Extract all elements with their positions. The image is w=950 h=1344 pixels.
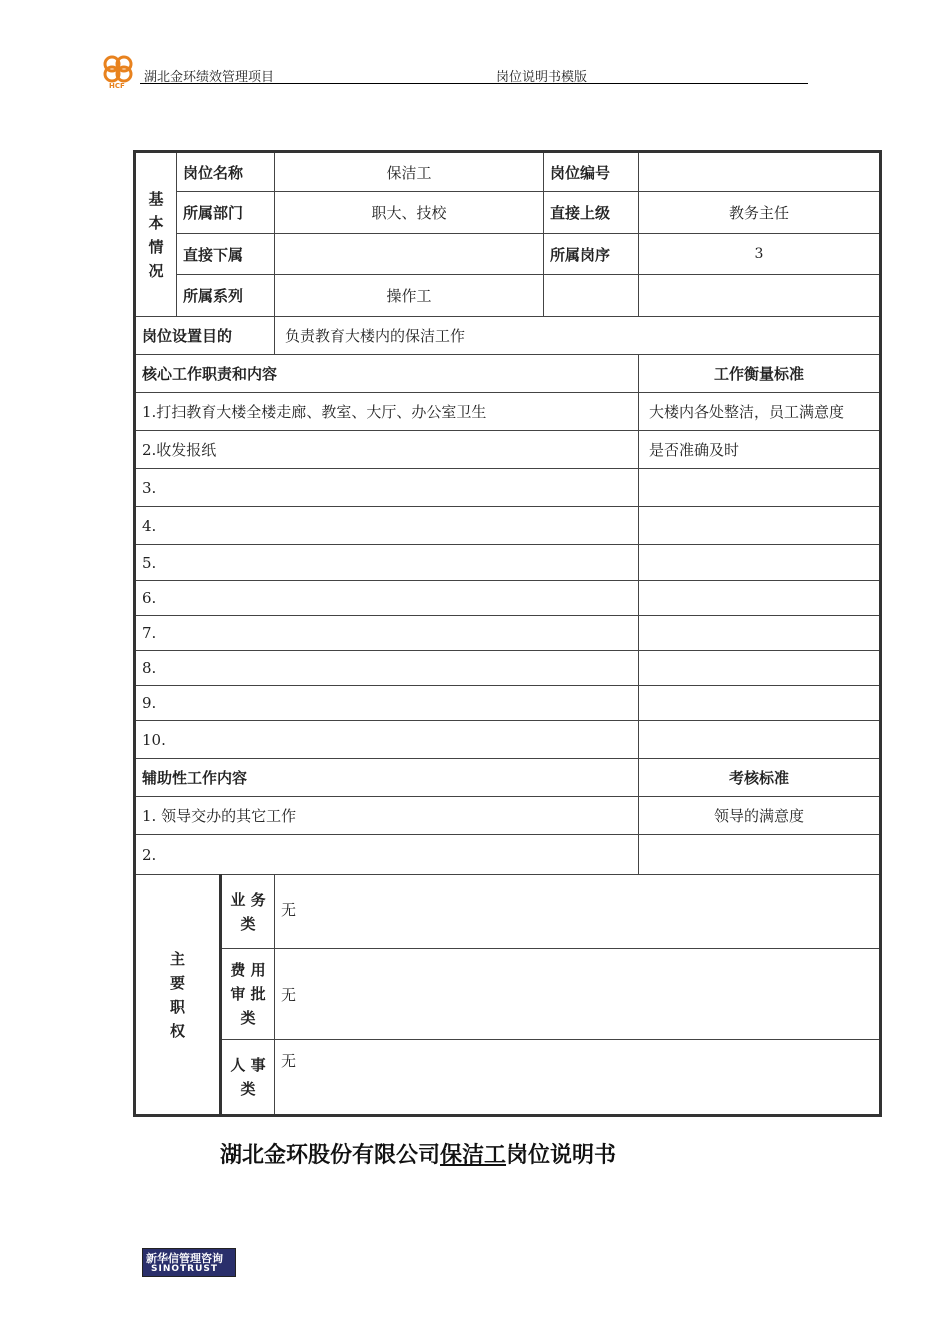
core-duty-9: 9. — [135, 686, 639, 721]
aux-header-row — [135, 759, 881, 797]
supervisor-value: 教务主任 — [639, 192, 881, 234]
series-label: 所属系列 — [177, 275, 275, 317]
personnel-label: 人 事 类 — [221, 1040, 275, 1116]
core-duty-3: 3. — [135, 469, 639, 507]
sequence-value: 3 — [639, 234, 881, 275]
core-standard-6 — [639, 581, 881, 616]
supervisor-label: 直接上级 — [544, 192, 639, 234]
position-name-label: 岗位名称 — [177, 152, 275, 192]
position-name-value: 保洁工 — [275, 152, 544, 192]
authority-row-expense — [135, 949, 881, 1040]
business-label: 业 务 类 — [221, 875, 275, 949]
table-row — [135, 651, 881, 686]
badge-cn-text: 新华信管理咨询 — [146, 1252, 223, 1265]
core-standard-4 — [639, 507, 881, 545]
position-code-value — [639, 152, 881, 192]
basic-row-4 — [135, 275, 881, 317]
empty-cell — [544, 275, 639, 317]
aux-duty-1: 1. 领导交办的其它工作 — [135, 797, 639, 835]
expense-value: 无 — [275, 949, 881, 1040]
basic-row-2 — [135, 192, 881, 234]
header-project-title: 湖北金环绩效管理项目 — [144, 70, 275, 85]
purpose-label: 岗位设置目的 — [135, 317, 275, 355]
table-row — [135, 797, 881, 835]
core-duty-5: 5. — [135, 545, 639, 581]
core-duty-8: 8. — [135, 651, 639, 686]
table-row — [135, 507, 881, 545]
department-label: 所属部门 — [177, 192, 275, 234]
header-divider — [140, 83, 808, 84]
company-logo — [100, 54, 138, 90]
core-standard-1: 大楼内各处整洁，员工满意度 — [639, 393, 881, 431]
authority-row-personnel — [135, 1040, 881, 1116]
empty-cell — [639, 275, 881, 317]
table-row — [135, 581, 881, 616]
aux-standard-2 — [639, 835, 881, 875]
logo-text: HCF — [109, 82, 125, 90]
table-row — [135, 469, 881, 507]
purpose-row — [135, 317, 881, 355]
table-row — [135, 616, 881, 651]
core-duty-4: 4. — [135, 507, 639, 545]
personnel-value: 无 — [275, 1040, 881, 1116]
position-code-label: 岗位编号 — [544, 152, 639, 192]
authority-row-business — [135, 875, 881, 949]
expense-label: 费 用 审 批 类 — [221, 949, 275, 1040]
core-duty-2: 2.收发报纸 — [135, 431, 639, 469]
aux-standard-1: 领导的满意度 — [639, 797, 881, 835]
core-standard-3 — [639, 469, 881, 507]
sinotrust-badge — [142, 1248, 236, 1277]
basic-row-3 — [135, 234, 881, 275]
hcf-logo-icon — [100, 54, 138, 90]
aux-duties-header: 辅助性工作内容 — [135, 759, 639, 797]
core-standard-header: 工作衡量标准 — [639, 355, 881, 393]
department-value: 职大、技校 — [275, 192, 544, 234]
document-title: 湖北金环股份有限公司保洁工岗位说明书 — [220, 1143, 617, 1168]
table-row — [135, 686, 881, 721]
core-header-row — [135, 355, 881, 393]
aux-duty-2: 2. — [135, 835, 639, 875]
job-description-table — [133, 150, 882, 1117]
table-row — [135, 393, 881, 431]
core-duty-7: 7. — [135, 616, 639, 651]
header-template-title: 岗位说明书模版 — [496, 70, 588, 85]
core-standard-10 — [639, 721, 881, 759]
table-row — [135, 545, 881, 581]
core-duty-6: 6. — [135, 581, 639, 616]
basic-section-label: 基 本 情 况 — [135, 152, 177, 317]
core-standard-7 — [639, 616, 881, 651]
core-standard-8 — [639, 651, 881, 686]
series-value: 操作工 — [275, 275, 544, 317]
table-row — [135, 721, 881, 759]
subordinate-label: 直接下属 — [177, 234, 275, 275]
table-row — [135, 431, 881, 469]
basic-row-1 — [135, 152, 881, 192]
core-duties-header: 核心工作职责和内容 — [135, 355, 639, 393]
core-standard-9 — [639, 686, 881, 721]
sequence-label: 所属岗序 — [544, 234, 639, 275]
subordinate-value — [275, 234, 544, 275]
core-duty-1: 1.打扫教育大楼全楼走廊、教室、大厅、办公室卫生 — [135, 393, 639, 431]
aux-standard-header: 考核标准 — [639, 759, 881, 797]
authority-section-label: 主 要 职 权 — [135, 875, 221, 1116]
core-standard-5 — [639, 545, 881, 581]
core-duty-10: 10. — [135, 721, 639, 759]
table-row — [135, 835, 881, 875]
purpose-text: 负责教育大楼内的保洁工作 — [275, 317, 881, 355]
core-standard-2: 是否准确及时 — [639, 431, 881, 469]
business-value: 无 — [275, 875, 881, 949]
badge-en-text: SINOTRUST — [151, 1264, 219, 1274]
